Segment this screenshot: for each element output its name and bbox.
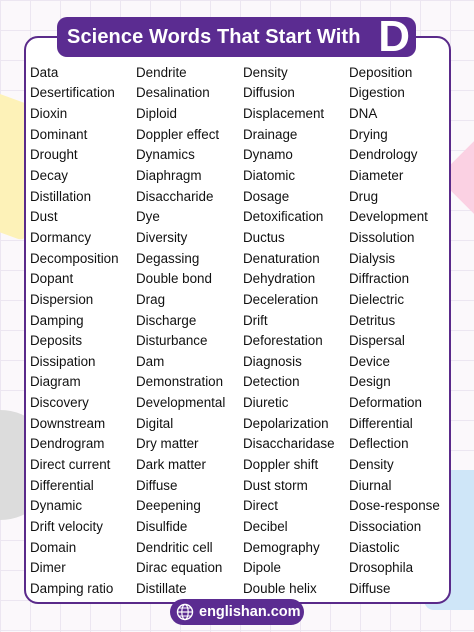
word-item: Diffuse — [349, 580, 391, 596]
word-row — [30, 392, 450, 413]
website-badge[interactable] — [170, 599, 304, 625]
word-item: Downstream — [30, 415, 106, 431]
word-item: Deposition — [349, 64, 413, 80]
word-row — [30, 124, 450, 145]
word-row — [30, 495, 450, 516]
word-item: Domain — [30, 539, 77, 555]
globe-icon — [176, 603, 194, 621]
word-item: Distillate — [136, 580, 187, 596]
word-item: Decay — [30, 168, 68, 184]
word-item: Dosage — [243, 188, 290, 204]
word-item: Dendrite — [136, 64, 187, 80]
word-row — [30, 62, 450, 83]
word-item: Diversity — [136, 229, 188, 245]
word-item: Disaccharide — [136, 188, 214, 204]
word-item: Dehydration — [243, 271, 316, 287]
word-row — [30, 289, 450, 310]
word-row — [30, 83, 450, 104]
word-item: Direct — [243, 498, 278, 514]
word-row — [30, 145, 450, 166]
word-item: Detection — [243, 374, 300, 390]
word-item: Dendrogram — [30, 436, 105, 452]
title-letter: D — [378, 12, 410, 61]
word-item: Device — [349, 353, 390, 369]
word-item: Drift — [243, 312, 268, 328]
word-row — [30, 206, 450, 227]
word-item: Doppler effect — [136, 126, 220, 142]
word-item: Doppler shift — [243, 456, 319, 472]
word-item: Dimer — [30, 560, 66, 576]
word-row — [30, 310, 450, 331]
word-item: Dendrology — [349, 147, 418, 163]
word-item: Deepening — [136, 498, 201, 514]
word-item: Diuretic — [243, 395, 289, 411]
word-item: Double bond — [136, 271, 212, 287]
page-title: Science Words That Start With — [67, 25, 361, 48]
word-item: Dark matter — [136, 456, 206, 472]
word-item: Disulfide — [136, 518, 188, 534]
word-item: DNA — [349, 106, 378, 122]
word-item: Direct current — [30, 456, 111, 472]
word-item: Dissolution — [349, 229, 415, 245]
word-row — [30, 537, 450, 558]
title-banner — [57, 12, 416, 61]
word-item: Dopant — [30, 271, 74, 287]
word-item: Design — [349, 374, 391, 390]
word-item: Disaccharidase — [243, 436, 335, 452]
word-item: Diatomic — [243, 168, 296, 184]
word-item: Dynamics — [136, 147, 195, 163]
word-item: Dipole — [243, 560, 281, 576]
word-row — [30, 557, 450, 578]
word-item: Damping — [30, 312, 84, 328]
word-item: Digital — [136, 415, 174, 431]
word-item: Diagnosis — [243, 353, 302, 369]
word-item: Deceleration — [243, 291, 319, 307]
word-row — [30, 516, 450, 537]
word-item: Deforestation — [243, 333, 323, 349]
word-item: Drift velocity — [30, 518, 103, 534]
word-item: Damping ratio — [30, 580, 114, 596]
word-item: Dispersion — [30, 291, 94, 307]
word-item: Dispersal — [349, 333, 405, 349]
website-url: englishan.com — [199, 604, 301, 620]
word-item: Drug — [349, 188, 379, 204]
word-row — [30, 248, 450, 269]
word-item: Dielectric — [349, 291, 405, 307]
word-item: Dust storm — [243, 477, 308, 493]
word-item: Demography — [243, 539, 320, 555]
word-item: Deformation — [349, 395, 422, 411]
word-item: Diameter — [349, 168, 404, 184]
word-item: Diaphragm — [136, 168, 202, 184]
word-row — [30, 186, 450, 207]
word-item: Drying — [349, 126, 388, 142]
word-item: Dynamo — [243, 147, 293, 163]
word-row — [30, 413, 450, 434]
word-item: Drainage — [243, 126, 298, 142]
word-row — [30, 268, 450, 289]
word-item: Deflection — [349, 436, 409, 452]
word-item: Diffraction — [349, 271, 410, 287]
word-item: Development — [349, 209, 428, 225]
word-row — [30, 103, 450, 124]
word-item: Decomposition — [30, 250, 119, 266]
word-item: Diagram — [30, 374, 81, 390]
word-item: Degassing — [136, 250, 200, 266]
word-item: Drosophila — [349, 560, 414, 576]
word-item: Desalination — [136, 85, 210, 101]
word-item: Discovery — [30, 395, 89, 411]
word-item: Dye — [136, 209, 160, 225]
word-row — [30, 475, 450, 496]
word-item: Demonstration — [136, 374, 224, 390]
word-item: Dominant — [30, 126, 88, 142]
word-item: Distillation — [30, 188, 92, 204]
word-item: Dry matter — [136, 436, 199, 452]
word-item: Denaturation — [243, 250, 320, 266]
word-item: Diurnal — [349, 477, 392, 493]
word-item: Dissipation — [30, 353, 96, 369]
word-item: Double helix — [243, 580, 317, 596]
word-item: Dormancy — [30, 229, 92, 245]
word-item: Diffusion — [243, 85, 295, 101]
word-item: Diffuse — [136, 477, 178, 493]
word-row — [30, 454, 450, 475]
word-item: Differential — [349, 415, 413, 431]
word-row — [30, 165, 450, 186]
word-item: Diploid — [136, 106, 177, 122]
word-row — [30, 227, 450, 248]
word-item: Depolarization — [243, 415, 329, 431]
word-item: Displacement — [243, 106, 325, 122]
word-item: Dose-response — [349, 498, 440, 514]
word-item: Dialysis — [349, 250, 396, 266]
word-item: Dam — [136, 353, 165, 369]
word-item: Density — [349, 456, 394, 472]
word-item: Density — [243, 64, 288, 80]
word-item: Drag — [136, 291, 166, 307]
word-item: Digestion — [349, 85, 405, 101]
word-item: Decibel — [243, 518, 288, 534]
word-row — [30, 372, 450, 393]
word-item: Drought — [30, 147, 78, 163]
word-item: Dissociation — [349, 518, 422, 534]
word-item: Disturbance — [136, 333, 208, 349]
word-item: Data — [30, 64, 59, 80]
word-item: Dynamic — [30, 498, 83, 514]
word-row — [30, 330, 450, 351]
word-item: Detritus — [349, 312, 396, 328]
word-row — [30, 434, 450, 455]
word-item: Diastolic — [349, 539, 400, 555]
word-row — [30, 578, 450, 599]
word-item: Developmental — [136, 395, 226, 411]
word-item: Deposits — [30, 333, 83, 349]
word-item: Ductus — [243, 229, 285, 245]
word-item: Dirac equation — [136, 560, 223, 576]
word-item: Discharge — [136, 312, 197, 328]
word-item: Detoxification — [243, 209, 324, 225]
word-item: Dust — [30, 209, 58, 225]
word-item: Differential — [30, 477, 94, 493]
word-row — [30, 351, 450, 372]
word-item: Desertification — [30, 85, 115, 101]
word-item: Dendritic cell — [136, 539, 213, 555]
word-table — [30, 62, 450, 599]
word-item: Dioxin — [30, 106, 68, 122]
